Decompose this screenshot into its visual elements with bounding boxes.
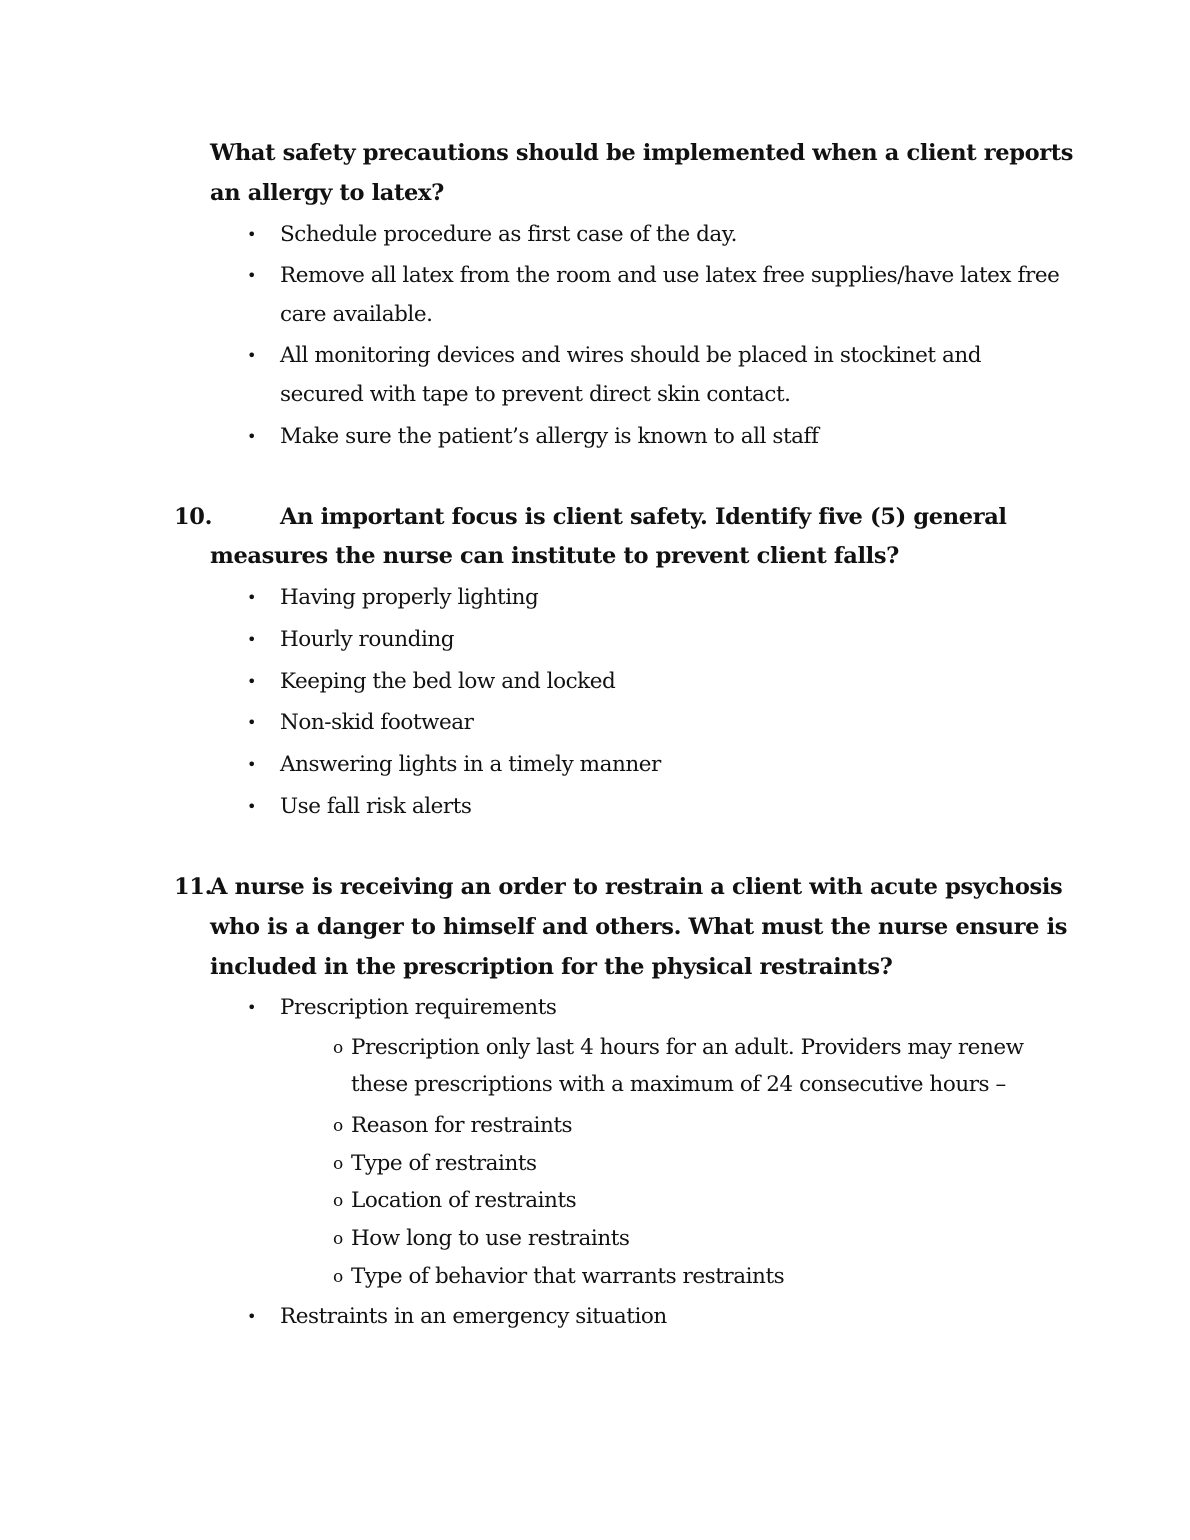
bullet-icon: • [247,755,257,774]
sub-list-item: How long to use restraints [351,1226,630,1251]
bullet-icon: • [247,588,257,607]
sub-bullet-icon: o [333,1267,344,1287]
sub-list-item: Reason for restraints [351,1113,573,1138]
list-item: Remove all latex from the room and use latex free supplies/have latex free [280,263,1060,288]
bullet-icon: • [247,225,257,244]
list-item: All monitoring devices and wires should be placed in stockinet and [280,343,982,368]
sub-list-item: Location of restraints [351,1188,577,1213]
bullet-icon: • [247,427,257,446]
bullet-icon: • [247,797,257,816]
list-item: Non-skid footwear [280,710,474,735]
question-number: 11. [174,874,213,900]
list-item: Make sure the patient’s allergy is known to all staff [280,424,819,449]
bullet-icon: • [247,998,257,1017]
bullet-icon: • [247,266,257,285]
question-text-line: who is a danger to himself and others. What must the nurse ensure is [210,914,1068,940]
question-text-line: An important focus is client safety. Identify five (5) general [280,504,1007,530]
bullet-icon: • [247,1307,257,1326]
list-item: Use fall risk alerts [280,794,472,819]
sub-bullet-icon: o [333,1116,344,1136]
list-item: Having properly lighting [280,585,539,610]
sub-list-item: Type of behavior that warrants restraints [351,1264,785,1289]
sub-bullet-icon: o [333,1154,344,1174]
sub-list-item: Prescription only last 4 hours for an adult. Providers may renew [351,1035,1024,1060]
sub-bullet-icon: o [333,1191,344,1211]
bullet-icon: • [247,346,257,365]
list-item: Hourly rounding [280,627,455,652]
list-item: Keeping the bed low and locked [280,669,616,694]
question-text-line: an allergy to latex? [210,180,444,206]
question-number: 10. [174,504,213,530]
sub-list-item-continuation: these prescriptions with a maximum of 24 consecutive hours – [351,1072,1006,1097]
list-item: Answering lights in a timely manner [280,752,661,777]
list-item-continuation: secured with tape to prevent direct skin contact. [280,382,791,407]
list-item: Schedule procedure as first case of the day. [280,222,738,247]
list-item: Prescription requirements [280,995,557,1020]
sub-bullet-icon: o [333,1038,344,1058]
question-text-line: A nurse is receiving an order to restrain a client with acute psychosis [210,874,1063,900]
sub-bullet-icon: o [333,1229,344,1249]
sub-list-item: Type of restraints [351,1151,537,1176]
bullet-icon: • [247,630,257,649]
bullet-icon: • [247,672,257,691]
question-text-line: included in the prescription for the physical restraints? [210,954,893,980]
question-text-line: What safety precautions should be implemented when a client reports [210,140,1074,166]
bullet-icon: • [247,713,257,732]
question-text-line: measures the nurse can institute to prevent client falls? [210,543,900,569]
list-item-continuation: care available. [280,302,433,327]
list-item: Restraints in an emergency situation [280,1304,667,1329]
